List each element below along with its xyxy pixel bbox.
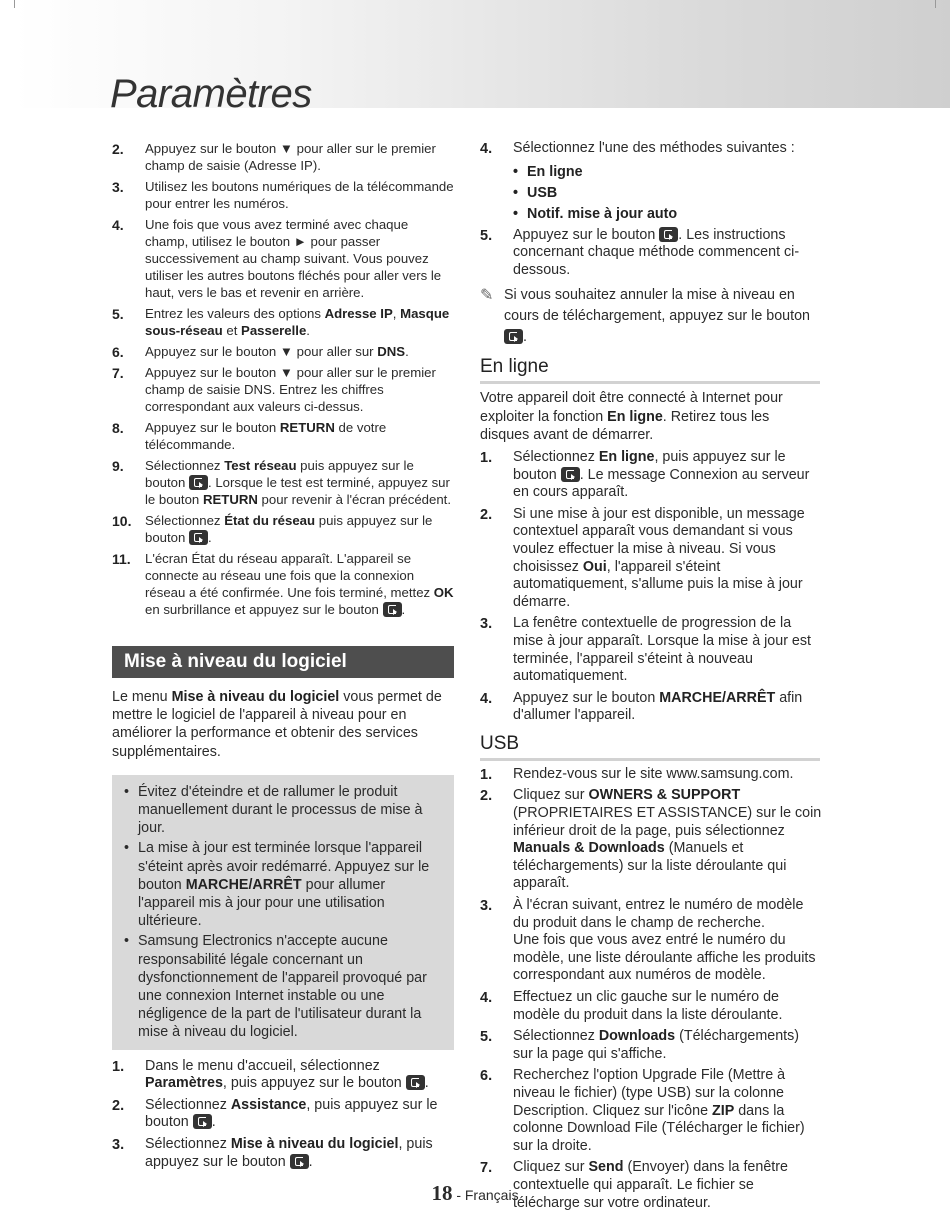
warning-box <box>112 775 454 1050</box>
step-number: 7. <box>480 1160 493 1177</box>
usb-steps-list <box>480 766 822 1212</box>
step-number: 1. <box>480 766 493 783</box>
enter-button-icon <box>659 227 678 242</box>
step-text: Appuyez sur le bouton . Les instructions concernant chaque méthode commencent ci-dessous. <box>513 226 800 278</box>
step-text: Utilisez les boutons numériques de la télécommande pour entrer les numéros. <box>145 179 454 211</box>
step-item <box>112 364 454 415</box>
page-title: Paramètres <box>110 72 312 116</box>
step-number: 3. <box>480 616 493 633</box>
step-text: Sélectionnez Mise à niveau du logiciel, puis appuyez sur le bouton . <box>145 1136 433 1170</box>
step-item <box>480 140 822 158</box>
step-text: Cliquez sur OWNERS & SUPPORT (PROPRIETAIRES ET ASSISTANCE) sur le coin inférieur droit de la page, puis sélectionnez Manuals & Downloads (Manuels et téléchargements) sur la liste déroulante qui apparaît. <box>513 787 822 892</box>
step-number: 4. <box>112 217 124 233</box>
step-item <box>112 343 454 360</box>
step-text: Sélectionnez Test réseau puis appuyez sur le bouton . Lorsque le test est terminé, appuyez sur le bouton RETURN pour revenir à l'écran précédent. <box>145 458 452 507</box>
step-number: 2. <box>480 788 493 805</box>
enter-button-icon <box>189 530 208 545</box>
step-number: 5. <box>480 227 493 244</box>
step-number: 5. <box>480 1029 493 1046</box>
step-text: Dans le menu d'accueil, sélectionnez Paramètres, puis appuyez sur le bouton . <box>145 1057 429 1092</box>
warning-list <box>122 783 444 1042</box>
step-number: 6. <box>480 1068 493 1085</box>
enter-button-icon <box>504 329 523 344</box>
step-text: Recherchez l'option Upgrade File (Mettre à niveau le fichier) (type USB) sur la colonne Description. Cliquez sur l'icône ZIP dans la colonne Download File (Télécharger le fichier) sur la droite. <box>513 1067 805 1154</box>
left-column <box>112 140 454 1175</box>
step-item <box>480 227 822 280</box>
step-item <box>112 178 454 212</box>
step-text: Appuyez sur le bouton ▼ pour aller sur DNS. <box>145 344 409 359</box>
step-number: 2. <box>112 141 124 157</box>
step-item <box>480 506 822 612</box>
warning-item: • Samsung Electronics n'accepte aucune responsabilité légale concernant un dysfonctionnement de l'appareil provoqué par une connexion Internet instable ou une négligence de la part de l'utilisateur durant la mise à niveau du logiciel. <box>122 932 444 1041</box>
step-text: Appuyez sur le bouton ▼ pour aller sur le premier champ de saisie DNS. Entrez les chiffres correspondant aux valeurs ci-dessus. <box>145 365 436 414</box>
crop-mark <box>935 0 936 8</box>
step-number: 7. <box>112 365 124 381</box>
step-item <box>112 1097 454 1132</box>
enter-button-icon <box>561 467 580 482</box>
cancel-note-text: Si vous souhaitez annuler la mise à niveau en cours de téléchargement, appuyez sur le bouton . <box>504 287 810 346</box>
method-options <box>480 162 822 225</box>
enter-button-icon <box>193 1114 212 1129</box>
section-title-software-update: Mise à niveau du logiciel <box>112 646 454 678</box>
step-text: Appuyez sur le bouton MARCHE/ARRÊT afin d'allumer l'appareil. <box>513 689 803 724</box>
enter-button-icon <box>290 1154 309 1169</box>
step-number: 10. <box>112 513 132 529</box>
enter-button-icon <box>406 1075 425 1090</box>
step-number: 9. <box>112 458 124 474</box>
step-text: Entrez les valeurs des options Adresse IP, Masque sous-réseau et Passerelle. <box>145 306 450 338</box>
crop-mark <box>14 0 15 8</box>
software-update-intro: Le menu Mise à niveau du logiciel vous permet de mettre le logiciel de l'appareil à niveau pour en améliorer la performance et obtenir des services supplémentaires. <box>112 689 442 760</box>
step-item <box>480 690 822 725</box>
step-item <box>112 305 454 339</box>
step-number: 8. <box>112 420 124 436</box>
cancel-note <box>480 285 822 348</box>
pencil-note-icon: ✎ <box>480 287 494 305</box>
page-language: - Français <box>456 1187 519 1203</box>
method-step-5 <box>480 227 822 280</box>
step-text: À l'écran suivant, entrez le numéro de modèle du produit dans le champ de recherche. Une fois que vous avez entré le numéro du modèle, une liste déroulante affiche les produits correspondant aux numéros de modèle. <box>513 897 816 984</box>
step-text: Cliquez sur Send (Envoyer) dans la fenêtre contextuelle qui apparaît. Le fichier se télécharge sur votre ordinateur. <box>513 1159 788 1211</box>
step-text: Sélectionnez l'une des méthodes suivantes : <box>513 140 795 156</box>
right-column <box>480 140 822 1216</box>
step-item <box>112 216 454 301</box>
step-number: 4. <box>480 141 493 157</box>
page-number: 18 <box>431 1181 453 1205</box>
step-item <box>480 615 822 685</box>
step-number: 4. <box>480 990 493 1007</box>
step-text: La fenêtre contextuelle de progression de la mise à jour apparaît. Lorsque la mise à jour est terminée, l'appareil s'éteint à nouveau automatiquement. <box>513 615 812 685</box>
step-number: 11. <box>112 551 131 567</box>
step-number: 3. <box>112 179 124 195</box>
step-item <box>112 550 454 618</box>
step-number: 1. <box>112 1058 125 1075</box>
step-text: Sélectionnez En ligne, puis appuyez sur le bouton . Le message Connexion au serveur en cours apparaît. <box>513 448 810 501</box>
step-number: 3. <box>480 898 493 915</box>
online-steps-list <box>480 449 822 725</box>
network-steps-list <box>112 140 454 618</box>
step-text: Effectuez un clic gauche sur le numéro de modèle du produit dans la liste déroulante. <box>513 989 783 1023</box>
step-text: Sélectionnez Assistance, puis appuyez sur le bouton . <box>145 1096 438 1131</box>
step-number: 4. <box>480 690 493 707</box>
step-text: Rendez-vous sur le site www.samsung.com. <box>513 765 794 782</box>
step-item <box>480 1028 822 1063</box>
step-item <box>112 457 454 508</box>
method-step-list <box>480 140 822 158</box>
usb-heading: USB <box>480 733 820 761</box>
warning-item: • La mise à jour est terminée lorsque l'appareil s'éteint après avoir redémarré. Appuyez sur le bouton MARCHE/ARRÊT pour allumer l'appareil mis à jour pour une utilisation ultérieure. <box>122 839 444 930</box>
step-item <box>480 787 822 893</box>
page-footer <box>0 1181 950 1206</box>
enter-button-icon <box>189 475 208 490</box>
step-number: 2. <box>480 506 493 523</box>
method-option: • USB <box>513 183 822 204</box>
step-item <box>112 1136 454 1171</box>
step-item <box>112 512 454 546</box>
enter-button-icon <box>383 602 402 617</box>
step-number: 6. <box>112 344 124 360</box>
step-item <box>112 419 454 453</box>
step-number: 1. <box>480 449 493 466</box>
step-item <box>480 449 822 502</box>
software-update-steps <box>112 1058 454 1172</box>
step-number: 2. <box>112 1097 125 1114</box>
step-text: Sélectionnez État du réseau puis appuyez sur le bouton . <box>145 513 433 545</box>
step-item <box>112 140 454 174</box>
step-item <box>480 1067 822 1155</box>
method-option: • En ligne <box>513 162 822 183</box>
online-heading: En ligne <box>480 356 820 384</box>
step-text: Appuyez sur le bouton ▼ pour aller sur le premier champ de saisie (Adresse IP). <box>145 141 436 173</box>
step-text: Si une mise à jour est disponible, un message contextuel apparaît vous demandant si vous voulez effectuer la mise à niveau. Si vous choisissez Oui, l'appareil s'éteint automatiquement, s'allume puis la mise à jour démarre. <box>513 505 805 610</box>
step-number: 5. <box>112 306 124 322</box>
warning-item: • Évitez d'éteindre et de rallumer le produit manuellement durant le processus de mise à jour. <box>122 783 444 838</box>
method-option: • Notif. mise à jour auto <box>513 204 822 225</box>
step-text: Sélectionnez Downloads (Téléchargements) sur la page qui s'affiche. <box>513 1028 800 1062</box>
step-number: 3. <box>112 1137 125 1154</box>
step-item <box>480 897 822 985</box>
step-item <box>480 766 822 784</box>
online-intro: Votre appareil doit être connecté à Internet pour exploiter la fonction En ligne. Retirez tous les disques avant de démarrer. <box>480 390 783 443</box>
step-text: L'écran État du réseau apparaît. L'appareil se connecte au réseau une fois que la connexion réseau a été confirmée. Une fois terminé, mettez OK en surbrillance et appuyez sur le bouton . <box>145 551 454 617</box>
step-item <box>480 989 822 1024</box>
step-item <box>112 1058 454 1093</box>
step-text: Une fois que vous avez terminé avec chaque champ, utilisez le bouton ► pour passer successivement au champ suivant. Vous pouvez utiliser les autres boutons fléchés pour aller vers le haut, vers le bas et revenir en arrière. <box>145 217 442 300</box>
step-text: Appuyez sur le bouton RETURN de votre télécommande. <box>145 420 387 452</box>
